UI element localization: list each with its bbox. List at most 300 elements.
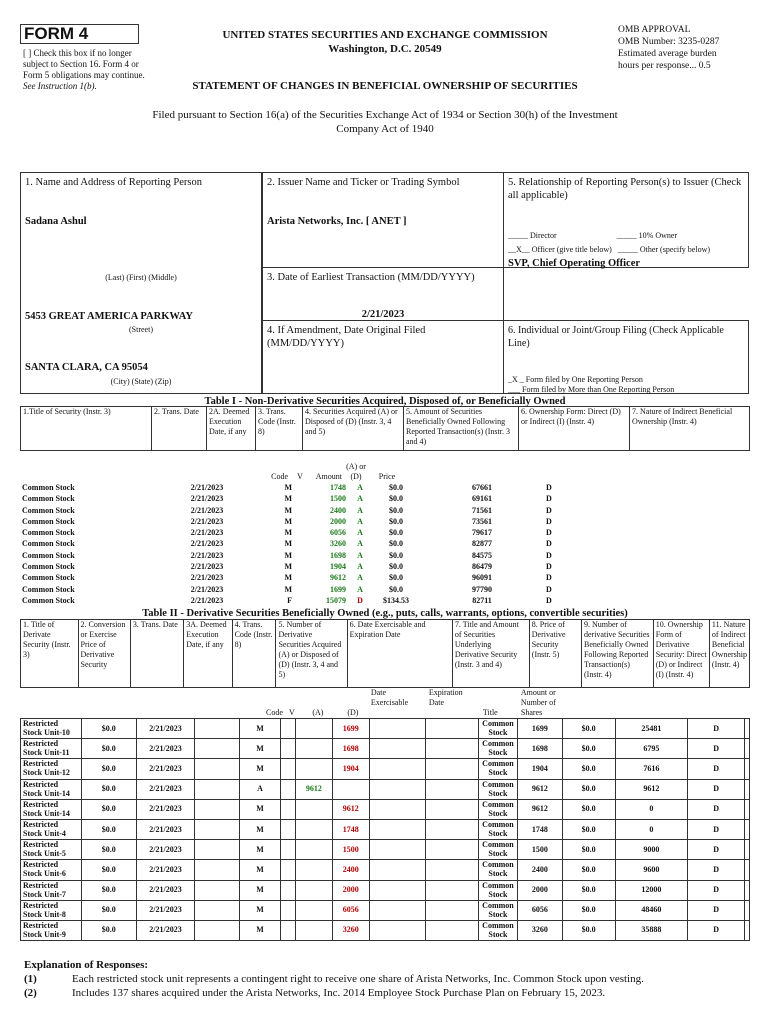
disposed	[332, 779, 369, 799]
underlying-amount: 1699	[517, 719, 562, 739]
table2-body	[20, 718, 750, 941]
footnote-number: (1)	[24, 973, 37, 985]
trans-code: M	[240, 920, 281, 940]
trans-date: 2/21/2023	[136, 719, 195, 739]
table1-title: Table I - Non-Derivative Securities Acquired, Disposed of, or Beneficially Owned	[204, 396, 566, 407]
table-row	[20, 562, 750, 573]
derivative-price: $0.0	[562, 759, 615, 779]
disposed: 6056	[332, 900, 369, 920]
reporting-person-box	[20, 172, 262, 394]
deemed-date	[195, 920, 240, 940]
trans-code: M	[240, 719, 281, 739]
nature	[614, 494, 750, 505]
nature	[745, 779, 750, 799]
acquired-disposed: A	[357, 573, 363, 583]
ownership-form: D	[688, 880, 745, 900]
price: $0.0	[389, 562, 403, 572]
trans-code: M	[284, 584, 292, 594]
deemed-date	[195, 860, 240, 880]
t1-h-title: 1.Title of Security (Instr. 3)	[21, 407, 152, 451]
owned-following: 82877	[472, 539, 492, 549]
trans-code: M	[240, 840, 281, 860]
nature	[745, 819, 750, 839]
underlying-amount: 6056	[517, 900, 562, 920]
table-row	[21, 880, 750, 900]
security-title: Common Stock	[22, 550, 75, 560]
security-title: Common Stock	[22, 595, 75, 605]
filing-box	[503, 320, 749, 394]
trans-date: 2/21/2023	[190, 483, 224, 492]
conversion-price: $0.0	[81, 779, 136, 799]
derivative-price: $0.0	[562, 779, 615, 799]
v-flag	[294, 573, 314, 584]
trans-date: 2/21/2023	[136, 739, 195, 759]
conversion-price: $0.0	[81, 759, 136, 779]
trans-date: 2/21/2023	[190, 505, 224, 515]
v-flag	[280, 860, 295, 880]
table2-subheader: Code V (A) (D) Date Exercisable Expiration Date Title Amount or Number of Shares	[266, 688, 556, 717]
footnote-text: Each restricted stock unit represents a contingent right to receive one share of Arista Networks, Inc. Common Stock upon vesting.	[72, 973, 644, 985]
deemed-date	[195, 840, 240, 860]
table1-body	[20, 483, 750, 607]
trans-date: 2/21/2023	[190, 494, 224, 504]
underlying-title: Common Stock	[478, 759, 517, 779]
form-title: FORM 4	[20, 24, 139, 44]
ownership-form: D	[688, 920, 745, 940]
table-row	[20, 528, 750, 539]
underlying-title: Common Stock	[478, 819, 517, 839]
table-row	[21, 719, 750, 739]
nature	[614, 573, 750, 584]
deemed-date	[195, 799, 240, 819]
trans-date: 2/21/2023	[136, 799, 195, 819]
trans-date: 2/21/2023	[190, 562, 224, 572]
conversion-price: $0.0	[81, 719, 136, 739]
nature	[745, 860, 750, 880]
underlying-amount: 1904	[517, 759, 562, 779]
t1-h-date: 2. Trans. Date	[152, 407, 207, 451]
nature	[614, 551, 750, 562]
underlying-title: Common Stock	[478, 779, 517, 799]
table-row	[20, 506, 750, 517]
t1-h-form: 6. Ownership Form: Direct (D) or Indirect (I) (Instr. 4)	[519, 407, 630, 451]
price: $0.0	[389, 539, 403, 549]
nature	[614, 539, 750, 550]
acquired-disposed: A	[357, 584, 363, 594]
derivative-title: Restricted Stock Unit-14	[21, 779, 82, 799]
filed-pursuant: Filed pursuant to Section 16(a) of the Securities Exchange Act of 1934 or Section 30(h) of the Investment Company Act of 1940	[152, 109, 618, 135]
date-exercisable	[369, 840, 426, 860]
trans-code: M	[284, 539, 292, 549]
owned-following: 6795	[615, 739, 688, 759]
derivative-price: $0.0	[562, 900, 615, 920]
expiration-date	[426, 739, 479, 759]
ownership-form: D	[546, 539, 552, 549]
table-row	[20, 517, 750, 528]
owned-following: 7616	[615, 759, 688, 779]
price: $134.53	[383, 595, 409, 605]
trans-code: M	[240, 799, 281, 819]
trans-date: 2/21/2023	[190, 595, 224, 605]
omb-approval: OMB APPROVAL OMB Number: 3235-0287 Estimated average burden hours per response... 0.5	[618, 25, 720, 71]
check-note: [ ] Check this box if no longer subject to Section 16. Form 4 or Form 5 obligations may continue. See Instruction 1(b).	[23, 48, 145, 91]
deemed-date	[195, 719, 240, 739]
amount: 1698	[330, 550, 346, 560]
conversion-price: $0.0	[81, 860, 136, 880]
price: $0.0	[389, 505, 403, 515]
amount: 2000	[330, 516, 346, 526]
deemed-date	[195, 819, 240, 839]
date-exercisable	[369, 900, 426, 920]
security-title: Common Stock	[22, 505, 75, 515]
ownership-form: D	[546, 494, 552, 504]
street-value: 5453 GREAT AMERICA PARKWAY	[25, 311, 193, 322]
footnote	[24, 986, 744, 1000]
derivative-title: Restricted Stock Unit-4	[21, 819, 82, 839]
disposed: 9612	[332, 799, 369, 819]
owned-following: 25481	[615, 719, 688, 739]
expiration-date	[426, 799, 479, 819]
owned-following: 35888	[615, 920, 688, 940]
date-exercisable	[369, 719, 426, 739]
expiration-date	[426, 900, 479, 920]
table-row	[21, 759, 750, 779]
nature	[614, 585, 750, 596]
derivative-price: $0.0	[562, 739, 615, 759]
v-flag	[294, 528, 314, 539]
owned-following: 9600	[615, 860, 688, 880]
acquired	[295, 739, 332, 759]
underlying-amount: 2000	[517, 880, 562, 900]
date-exercisable	[369, 819, 426, 839]
v-flag	[280, 779, 295, 799]
trans-code: M	[240, 759, 281, 779]
security-title: Common Stock	[22, 483, 75, 492]
t1-h-deemed: 2A. Deemed Execution Date, if any	[207, 407, 256, 451]
trans-code: M	[284, 550, 292, 560]
underlying-amount: 3260	[517, 920, 562, 940]
underlying-title: Common Stock	[478, 739, 517, 759]
amount: 1748	[330, 483, 346, 492]
ownership-form: D	[546, 483, 552, 492]
owned-following: 96091	[472, 573, 492, 583]
v-flag	[294, 539, 314, 550]
ownership-form: D	[546, 595, 552, 605]
conversion-price: $0.0	[81, 900, 136, 920]
amount: 9612	[330, 573, 346, 583]
table-row	[20, 596, 750, 607]
nature	[745, 739, 750, 759]
ownership-form: D	[688, 719, 745, 739]
amount: 3260	[330, 539, 346, 549]
date-value: 2/21/2023	[361, 309, 405, 320]
acquired-disposed: A	[357, 494, 363, 504]
underlying-amount: 1698	[517, 739, 562, 759]
v-flag	[280, 799, 295, 819]
amount: 1699	[330, 584, 346, 594]
conversion-price: $0.0	[81, 880, 136, 900]
acquired	[295, 819, 332, 839]
disposed: 1500	[332, 840, 369, 860]
underlying-amount: 2400	[517, 860, 562, 880]
v-flag	[294, 517, 314, 528]
ownership-form: D	[546, 516, 552, 526]
derivative-title: Restricted Stock Unit-6	[21, 860, 82, 880]
table1-header	[20, 406, 750, 451]
disposed: 2400	[332, 860, 369, 880]
reporting-name: Sadana Ashul	[25, 216, 87, 227]
nature	[614, 596, 750, 607]
trans-date: 2/21/2023	[136, 880, 195, 900]
underlying-title: Common Stock	[478, 719, 517, 739]
acquired-disposed: D	[357, 595, 363, 605]
table-row	[21, 739, 750, 759]
ownership-form: D	[688, 779, 745, 799]
trans-code: F	[287, 595, 292, 605]
acquired-disposed: A	[357, 483, 363, 492]
owned-following: 0	[615, 799, 688, 819]
derivative-price: $0.0	[562, 920, 615, 940]
ownership-form: D	[688, 860, 745, 880]
derivative-price: $0.0	[562, 880, 615, 900]
date-exercisable	[369, 799, 426, 819]
nature	[745, 759, 750, 779]
table2-title: Table II - Derivative Securities Beneficially Owned (e.g., puts, calls, warrants, options, convertible securities)	[142, 608, 628, 619]
amendment-label: 4. If Amendment, Date Original Filed (MM/DD/YYYY)	[267, 325, 426, 349]
v-flag	[280, 920, 295, 940]
owned-following: 73561	[472, 516, 492, 526]
derivative-title: Restricted Stock Unit-12	[21, 759, 82, 779]
ownership-form: D	[546, 562, 552, 572]
price: $0.0	[389, 516, 403, 526]
ownership-form: D	[688, 799, 745, 819]
amount: 1904	[330, 562, 346, 572]
table-row	[21, 799, 750, 819]
security-title: Common Stock	[22, 539, 75, 549]
owned-following: 0	[615, 819, 688, 839]
trans-date: 2/21/2023	[136, 900, 195, 920]
owned-following: 86479	[472, 562, 492, 572]
table-row	[21, 900, 750, 920]
relationship-line2: __X__ Officer (give title below) _____ Other (specify below)	[508, 245, 711, 254]
ownership-form: D	[688, 759, 745, 779]
v-flag	[280, 739, 295, 759]
nature	[614, 528, 750, 539]
trans-date: 2/21/2023	[190, 528, 224, 538]
derivative-price: $0.0	[562, 840, 615, 860]
disposed: 1748	[332, 819, 369, 839]
acquired	[295, 900, 332, 920]
derivative-price: $0.0	[562, 819, 615, 839]
nature	[745, 900, 750, 920]
trans-code: M	[284, 483, 292, 492]
derivative-price: $0.0	[562, 860, 615, 880]
owned-following: 79617	[472, 528, 492, 538]
expiration-date	[426, 840, 479, 860]
underlying-title: Common Stock	[478, 900, 517, 920]
v-flag	[294, 551, 314, 562]
v-flag	[280, 759, 295, 779]
acquired	[295, 880, 332, 900]
underlying-amount: 1500	[517, 840, 562, 860]
nature	[614, 562, 750, 573]
underlying-amount: 1748	[517, 819, 562, 839]
derivative-title: Restricted Stock Unit-14	[21, 799, 82, 819]
ownership-form: D	[546, 505, 552, 515]
price: $0.0	[389, 494, 403, 504]
explanation	[24, 958, 744, 1000]
name-parts-label: (Last) (First) (Middle)	[105, 273, 177, 282]
amendment-box	[262, 320, 504, 394]
ownership-form: D	[546, 528, 552, 538]
derivative-price: $0.0	[562, 719, 615, 739]
acquired: 9612	[295, 779, 332, 799]
date-exercisable	[369, 739, 426, 759]
acquired-disposed: A	[357, 505, 363, 515]
trans-date: 2/21/2023	[136, 860, 195, 880]
derivative-price: $0.0	[562, 799, 615, 819]
v-flag	[294, 494, 314, 505]
date-exercisable	[369, 880, 426, 900]
issuer-label: 2. Issuer Name and Ticker or Trading Symbol	[267, 177, 460, 188]
trans-code: M	[240, 819, 281, 839]
table-row	[21, 860, 750, 880]
conversion-price: $0.0	[81, 840, 136, 860]
trans-date: 2/21/2023	[136, 920, 195, 940]
owned-following: 9612	[615, 779, 688, 799]
trans-code: M	[284, 494, 292, 504]
v-flag	[280, 880, 295, 900]
filing-line2: ___ Form filed by More than One Reporting Person	[508, 385, 675, 394]
statement-title: STATEMENT OF CHANGES IN BENEFICIAL OWNERSHIP OF SECURITIES	[192, 80, 578, 92]
owned-following: 67661	[472, 483, 492, 492]
date-label: 3. Date of Earliest Transaction (MM/DD/YYYY)	[267, 272, 475, 283]
acquired	[295, 759, 332, 779]
trans-date: 2/21/2023	[136, 779, 195, 799]
disposed: 1699	[332, 719, 369, 739]
expiration-date	[426, 719, 479, 739]
conversion-price: $0.0	[81, 739, 136, 759]
issuer-value: Arista Networks, Inc. [ ANET ]	[267, 216, 407, 227]
expiration-date	[426, 860, 479, 880]
derivative-title: Restricted Stock Unit-9	[21, 920, 82, 940]
expiration-date	[426, 779, 479, 799]
table-row	[20, 483, 750, 494]
street-label: (Street)	[129, 325, 153, 334]
acquired-disposed: A	[357, 528, 363, 538]
deemed-date	[195, 880, 240, 900]
amount: 2400	[330, 505, 346, 515]
disposed: 1904	[332, 759, 369, 779]
expiration-date	[426, 819, 479, 839]
trans-code: M	[284, 505, 292, 515]
table-row	[21, 840, 750, 860]
trans-code: A	[240, 779, 281, 799]
ownership-form: D	[546, 573, 552, 583]
derivative-title: Restricted Stock Unit-7	[21, 880, 82, 900]
issuer-box	[262, 172, 504, 268]
owned-following: 9000	[615, 840, 688, 860]
table-row	[20, 551, 750, 562]
table1-subheader: Code V Amount (A) or (D) Price	[271, 462, 396, 481]
disposed: 2000	[332, 880, 369, 900]
acquired-disposed: A	[357, 550, 363, 560]
owned-following: 71561	[472, 505, 492, 515]
security-title: Common Stock	[22, 562, 75, 572]
ownership-form: D	[688, 819, 745, 839]
acquired-disposed: A	[357, 562, 363, 572]
date-exercisable	[369, 759, 426, 779]
date-exercisable	[369, 860, 426, 880]
underlying-title: Common Stock	[478, 840, 517, 860]
ownership-form: D	[546, 584, 552, 594]
earliest-date-box	[262, 267, 504, 321]
ownership-form: D	[688, 900, 745, 920]
amount: 1500	[330, 494, 346, 504]
derivative-title: Restricted Stock Unit-5	[21, 840, 82, 860]
trans-code: M	[240, 739, 281, 759]
relationship-line1: _____ Director _____ 10% Owner	[508, 231, 678, 240]
ownership-form: D	[546, 550, 552, 560]
nature	[745, 920, 750, 940]
t1-h-code: 3. Trans. Code (Instr. 8)	[256, 407, 303, 451]
deemed-date	[195, 900, 240, 920]
deemed-date	[195, 739, 240, 759]
v-flag	[294, 506, 314, 517]
nature	[745, 799, 750, 819]
underlying-title: Common Stock	[478, 880, 517, 900]
trans-code: M	[240, 860, 281, 880]
amount: 6056	[330, 528, 346, 538]
trans-code: M	[284, 562, 292, 572]
expiration-date	[426, 759, 479, 779]
v-flag	[280, 819, 295, 839]
trans-code: M	[240, 880, 281, 900]
price: $0.0	[389, 483, 403, 492]
t1-h-nature: 7. Nature of Indirect Beneficial Ownership (Instr. 4)	[630, 407, 750, 451]
conversion-price: $0.0	[81, 920, 136, 940]
relationship-box	[503, 172, 749, 268]
t1-h-acquired: 4. Securities Acquired (A) or Disposed of (D) (Instr. 3, 4 and 5)	[303, 407, 404, 451]
agency-title: UNITED STATES SECURITIES AND EXCHANGE COMMISSION Washington, D.C. 20549	[222, 29, 548, 55]
table-row	[20, 573, 750, 584]
name-label: 1. Name and Address of Reporting Person	[25, 177, 203, 188]
nature	[614, 517, 750, 528]
acquired-disposed: A	[357, 539, 363, 549]
security-title: Common Stock	[22, 528, 75, 538]
table-row	[21, 920, 750, 940]
owned-following: 12000	[615, 880, 688, 900]
trans-date: 2/21/2023	[190, 516, 224, 526]
trans-date: 2/21/2023	[190, 573, 224, 583]
v-flag	[280, 900, 295, 920]
acquired	[295, 719, 332, 739]
derivative-title: Restricted Stock Unit-10	[21, 719, 82, 739]
acquired	[295, 840, 332, 860]
table-row	[21, 779, 750, 799]
trans-code: M	[284, 573, 292, 583]
deemed-date	[195, 759, 240, 779]
explanation-title: Explanation of Responses:	[24, 959, 149, 971]
table2-header: 1. Title of Derivate Security (Instr. 3) 2. Conversion or Exercise Price of Derivative Security 3. Trans. Date 3A. Deemed Execution Date, if any 4. Trans. Code (Instr. 8) 5. Number of Derivative Securities Acquired (A) or Disposed of (D) (Instr. 3, 4 and 5) 6. Date Exercisable and Expiration Date 7. Title and Amount of Securities Underlying Derivative Security (Instr. 3 and 4) 8. Price of Derivative Security (Instr. 5) 9. Number of derivative Securities Beneficially Owned Following Reported Transaction(s) (Instr. 4) 10. Ownership Form of Derivative Security: Direct (D) or Indirect (I) (Instr. 4) 11. Nature of Indirect Beneficial Ownership (Instr. 4)	[20, 619, 750, 688]
date-exercisable	[369, 779, 426, 799]
nature	[745, 880, 750, 900]
v-flag	[294, 483, 314, 494]
amount: 15079	[326, 595, 346, 605]
officer-title: SVP, Chief Operating Officer	[508, 258, 641, 269]
underlying-amount: 9612	[517, 799, 562, 819]
table-row	[21, 819, 750, 839]
